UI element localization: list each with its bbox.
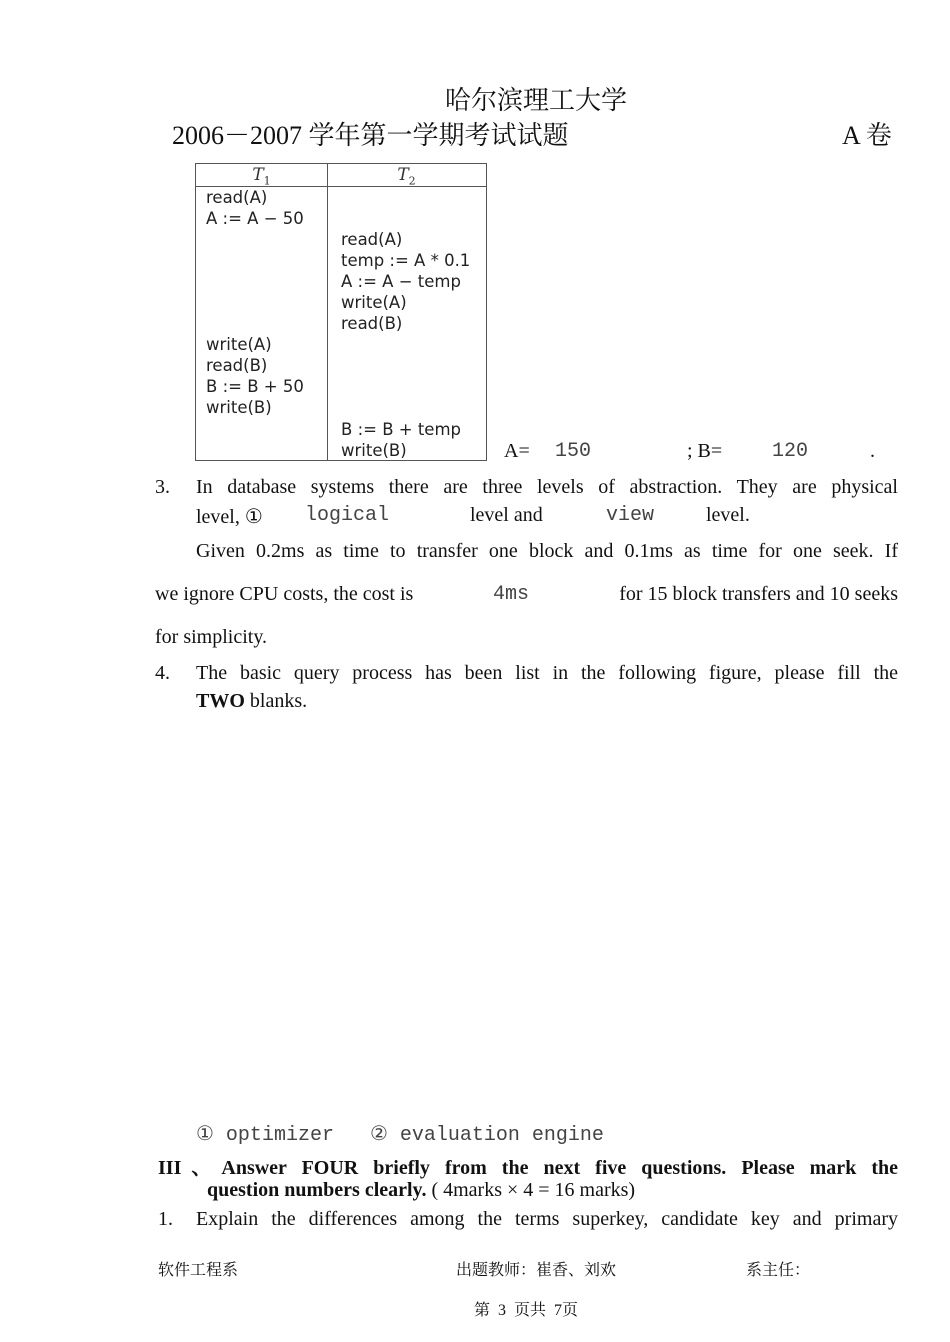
q4-line2-bold: TWO (196, 690, 245, 712)
answer-a-label: A= (504, 440, 530, 462)
t1-op: read(B) (206, 356, 268, 375)
q3-para2-line1: Given 0.2ms as time to transfer one block and 0.1ms as time for one seek. If (196, 540, 898, 562)
t2-op: read(A) (341, 230, 403, 249)
answer-b-value: 120 (772, 440, 809, 463)
answer-a-value: 150 (555, 440, 592, 463)
question-number: 3. (155, 476, 170, 498)
t2-op: B := B + temp (341, 420, 461, 439)
footer-head: 系主任： (746, 1262, 811, 1279)
t1-op: A := A − 50 (206, 209, 304, 228)
answer-end-period: . (870, 440, 875, 462)
section-heading: III、Answer FOUR briefly from the next five questions. Please mark the (158, 1157, 898, 1179)
q3-line2-end: level. (706, 504, 750, 526)
answer-b-label: ; B= (687, 440, 723, 462)
footer-teachers: 出题教师：崔香、刘欢 (456, 1262, 617, 1279)
paper-version: A 卷 (842, 121, 892, 150)
t2-op: write(B) (341, 441, 407, 460)
question-number: 1. (158, 1208, 173, 1230)
q-next-line1: Explain the differences among the terms superkey, candidate key and primary (196, 1208, 898, 1230)
t1-op: write(B) (206, 398, 272, 417)
t1-op: read(A) (206, 188, 268, 207)
q3-line2-mid: level and (470, 504, 543, 526)
schedule-divider (327, 164, 328, 460)
q4-line2 (196, 690, 307, 713)
t2-op: A := A − temp (341, 272, 461, 291)
schedule-header-t2: $T_2$ (327, 164, 486, 187)
q3-line2-prefix: level, ① (196, 506, 263, 528)
q4-line2-rest: blanks. (244, 690, 308, 712)
q3-para2-line2-suffix: for 15 block transfers and 10 seeks (619, 583, 898, 605)
t1-op: write(A) (206, 335, 272, 354)
q4-answers: ① optimizer ② evaluation engine (196, 1124, 604, 1147)
university-name: 哈尔滨理工大学 (445, 86, 628, 115)
exam-title: 2006－2007 学年第一学期考试试题 (172, 121, 569, 150)
q3-para2-line2-prefix: we ignore CPU costs, the cost is (155, 583, 414, 605)
q3-para2-line3: for simplicity. (155, 626, 268, 648)
section-heading-line2 (207, 1179, 635, 1202)
t2-op: read(B) (341, 314, 403, 333)
footer-department: 软件工程系 (158, 1262, 239, 1279)
q3-line1: In database systems there are three levels of abstraction. They are physical (196, 476, 898, 498)
question-number: 4. (155, 662, 170, 684)
q3-blank-1: logical (305, 504, 390, 527)
section-heading-bold: question numbers clearly. (207, 1179, 427, 1201)
schedule-header-t1: $T_1$ (196, 164, 327, 187)
q3-blank-3: 4ms (493, 583, 530, 606)
schedule-table (195, 163, 487, 461)
t2-op: temp := A * 0.1 (341, 251, 471, 270)
q3-blank-2: view (606, 504, 655, 527)
t2-op: write(A) (341, 293, 407, 312)
section-marks: ( 4marks × 4 = 16 marks) (426, 1179, 636, 1201)
t1-op: B := B + 50 (206, 377, 304, 396)
page-number: 第 3 页共 7页 (474, 1302, 579, 1319)
q4-line1: The basic query process has been list in the following figure, please fill the (196, 662, 898, 684)
